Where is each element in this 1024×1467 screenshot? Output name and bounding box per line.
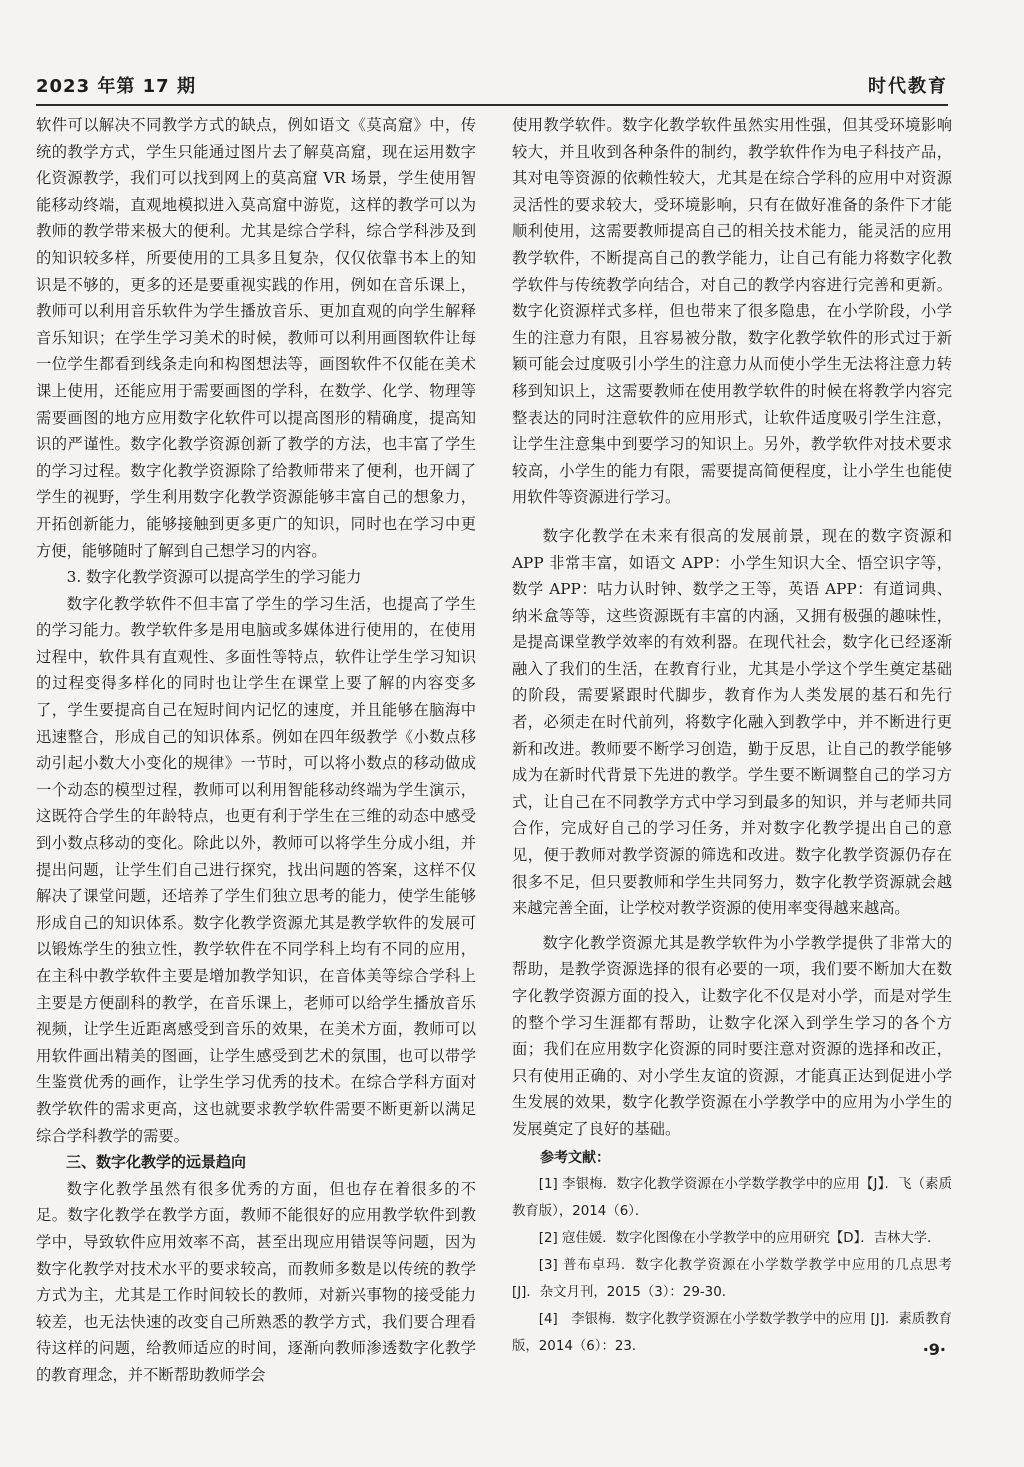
paragraph: 软件可以解决不同教学方式的缺点，例如语文《莫高窟》中，传统的教学方式，学生只能通过图片去了解莫高窟，现在运用数字化资源教学，我们可以找到网上的莫高窟 VR 场景，学生使用智能移动终端，直观地模拟进入莫高窟中游览，这样的教学可以为教师的教学带来极大的便利。尤其是综合学科，综合学科涉及到的知识较多样，所要使用的工具多且复杂，仅仅依靠书本上的知识是不够的，更多的还是要重视实践的作用，例如在音乐课上，教师可以利用音乐软件为学生播放音乐、更加直观的向学生解释音乐知识；在学生学习美术的时候，教师可以利用画图软件让每一位学生都看到线条走向和构图想法等，画图软件不仅能在美术课上使用，还能应用于需要画图的学科，在数学、化学、物理等需要画图的地方应用数字化软件可以提高图形的精确度，提高知识的严谨性。数字化教学资源创新了教学的方法，也丰富了学生的学习过程。数字化教学资源除了给教师带来了便利，也开阔了学生的视野，学生利用数字化教学资源能够丰富自己的想象力，开拓创新能力，能够接触到更多更广的知识，同时也在学习中更方便，能够随时了解到自己想学习的内容。	[36, 116, 476, 560]
reference-item: [1] 李银梅．数字化教学资源在小学数学教学中的应用【J】．飞（素质教育版），2014（6）．	[512, 1177, 952, 1220]
issue-label: 2023 年第 17 期	[36, 76, 196, 97]
journal-title: 时代教育	[868, 76, 948, 97]
references-title: 参考文献：	[540, 1149, 610, 1166]
paragraph: 数字化教学软件不但丰富了学生的学习生活，也提高了学生的学习能力。教学软件多是用电脑或多媒体进行使用的，在使用过程中，软件具有直观性、多面性等特点，软件让学生学习知识的过程变得多样化的同时也让学生在课堂上要了解的内容变多了，学生要提高自己在短时间内记忆的速度，并且能够在脑海中迅速整合，形成自己的知识体系。例如在四年级教学《小数点移动引起小数大小变化的规律》一节时，可以将小数点的移动做成一个动态的模型过程，教师可以利用智能移动终端为学生演示，这既符合学生的年龄特点，也更有利于学生在三维的动态中感受到小数点移动的变化。除此以外，教师可以将学生分成小组，并提出问题，让学生们自己进行探究，找出问题的答案，这样不仅解决了课堂问题，还培养了学生们独立思考的能力，使学生能够形成自己的知识体系。数字化教学资源尤其是教学软件的发展可以锻炼学生的独立性，教学软件在不同学科上均有不同的应用，在主科中教学软件主要是增加教学知识，在音体美等综合学科上主要是方便副科的教学，在音乐课上，老师可以给学生播放音乐视频，让学生近距离感受到音乐的效果，在美术方面，教师可以用软件画出精美的图画，让学生感受到艺术的氛围，也可以带学生鉴赏优秀的画作，让学生学习优秀的技术。在综合学科方面对教学软件的需求更高，这也就要求教学软件需要不断更新以满足综合学科教学的需要。	[36, 594, 476, 1145]
reference-item: [3] 普布卓玛．数字化教学资源在小学数学教学中应用的几点思考 [J]．杂文月刊，2015（3）：29-30．	[512, 1258, 952, 1301]
page-number: ·9·	[922, 1340, 946, 1359]
paragraph: 数字化教学资源尤其是教学软件为小学教学提供了非常大的帮助，是教学资源选择的很有必要的一项，我们要不断加大在数字化教学资源方面的投入，让数字化不仅是对小学，而是对学生的整个学习生涯都有帮助，让数字化深入到学生学习的各个方面；我们在应用数字化资源的同时要注意对资源的选择和改正，只有使用正确的、对小学生友谊的资源，才能真正达到促进小学生发展的效果，数字化教学资源在小学教学中的应用为小学生的发展奠定了良好的基础。	[512, 933, 952, 1138]
paragraph: 数字化教学虽然有很多优秀的方面，但也存在着很多的不足。数字化教学在教学方面，教师不能很好的应用教学软件到教学中，导致软件应用效率不高，甚至出现应用错误等问题，因为数字化教学对技术水平的要求较高，而教师多数是以传统的教学方式为主，尤其是工作时间较长的教师，对新兴事物的接受能力较差，也无法快速的改变自己所熟悉的教学方式，我们要合理看待这样的问题，给教师适应的时间，逐渐向教师渗透数字化教学的教育理念，并不断帮助教师学会	[36, 1179, 476, 1384]
left-column	[36, 112, 476, 1389]
reference-item: [2] 寇佳媛．数字化图像在小学教学中的应用研究【D】．吉林大学．	[538, 1231, 941, 1247]
subsection-heading: 3. 数字化教学资源可以提高学生的学习能力	[66, 568, 362, 587]
right-column	[512, 112, 952, 1360]
paragraph: 数字化教学在未来有很高的发展前景，现在的数字资源和 APP 非常丰富，如语文 APP：小学生知识大全、悟空识字等，数学 APP：咕力认时钟、数学之王等，英语 APP：有道词典、纳米盒等等，这些资源既有丰富的内涵，又拥有极强的趣味性，是提高课堂教学效率的有效利器。在现代社会，数字化已经逐渐融入了我们的生活，在教育行业，尤其是小学这个学生奠定基础的阶段，需要紧跟时代脚步，教育作为人类发展的基石和先行者，必须走在时代前列，将数字化融入到教学中，并不断进行更新和改进。教师要不断学习创造，勤于反思，让自己的教学能够成为在新时代背景下先进的教学。学生要不断调整自己的学习方式，让自己在不同教学方式中学习到最多的知识，并与老师共同合作，完成好自己的学习任务，并对数字化教学提出自己的意见，便于教师对教学资源的筛选和改进。数字化教学资源仍存在很多不足，但只要教师和学生共同努力，数字化教学资源就会越来越完善全面，让学校对教学资源的使用率变得越来越高。	[512, 526, 952, 918]
reference-item: [4] 李银梅．数字化教学资源在小学数学教学中的应用 [J]．素质教育版，2014（6）：23．	[512, 1312, 952, 1355]
references-list	[512, 1171, 952, 1360]
paragraph: 使用教学软件。数字化教学软件虽然实用性强，但其受环境影响较大，并且收到各种条件的制约，教学软件作为电子科技产品，其对电等资源的依赖性较大，尤其是在综合学科的应用中对资源灵活性的要求较大，受环境影响，只有在做好准备的条件下才能顺利使用，这需要教师提高自己的相关技术能力，能灵活的应用教学软件，不断提高自己的教学能力，让自己有能力将数字化教学软件与传统教学向结合，对自己的教学内容进行完善和更新。数字化资源样式多样，但也带来了很多隐患，在小学阶段，小学生的注意力有限，且容易被分散，数字化教学软件的形式过于新颖可能会过度吸引小学生的注意力从而使小学生无法将注意力转移到知识上，这需要教师在使用教学软件的时候在将教学内容完整表达的同时注意软件的应用形式，让软件适度吸引学生注意，让学生注意集中到要学习的知识上。另外，教学软件对技术要求较高，小学生的能力有限，需要提高简便程度，让小学生也能使用软件等资源进行学习。	[512, 116, 952, 507]
running-header	[36, 72, 948, 102]
section-heading: 三、数字化教学的远景趋向	[66, 1153, 247, 1172]
header-rule	[36, 104, 948, 106]
